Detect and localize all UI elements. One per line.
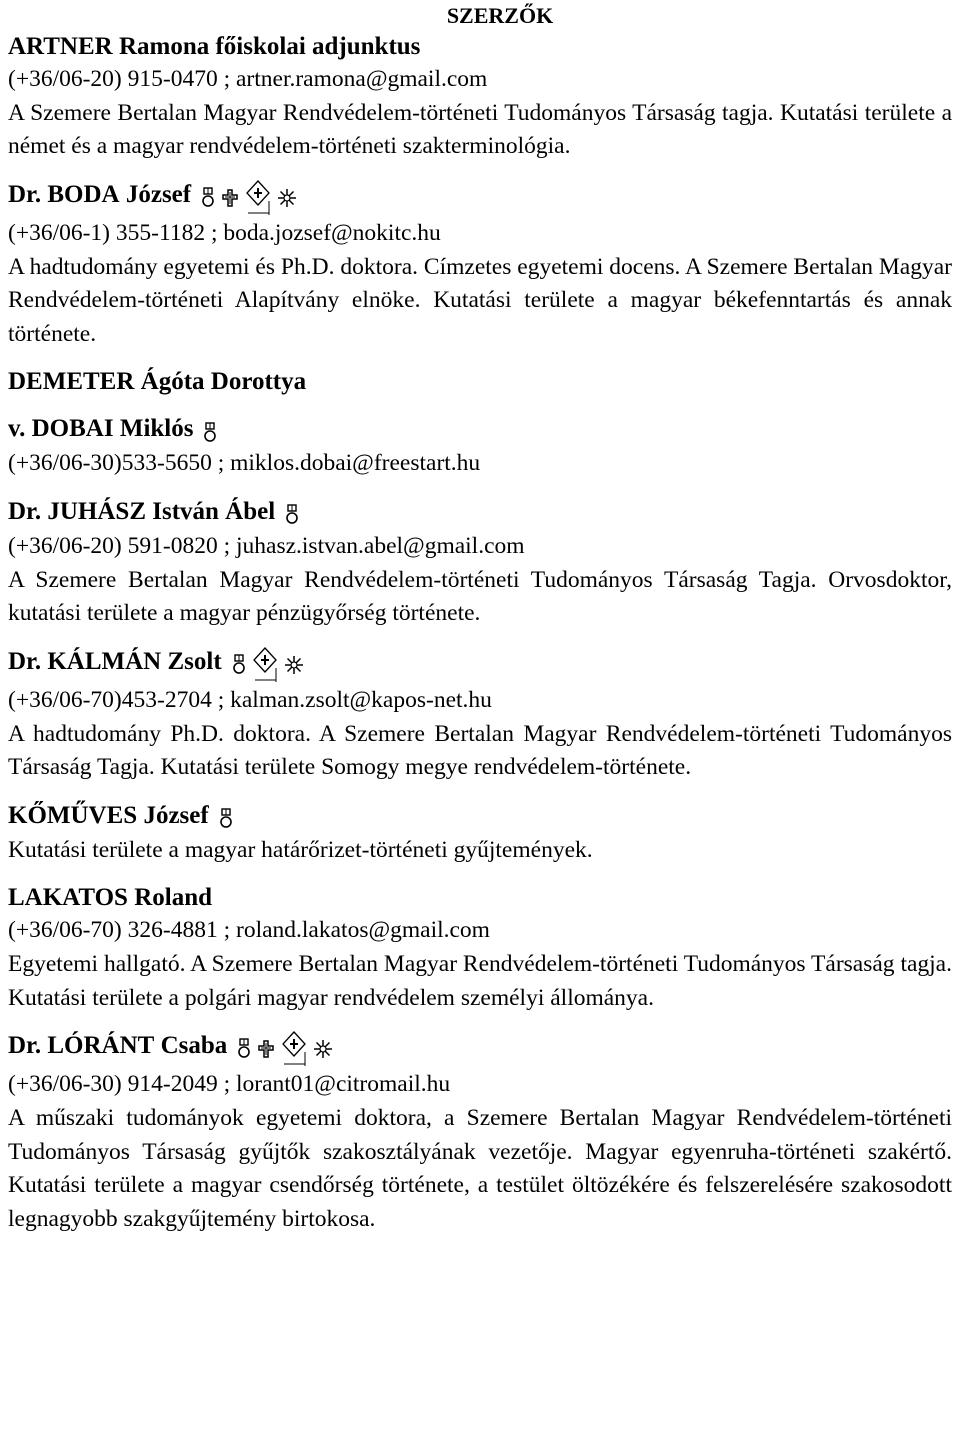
author-given-name: Ágóta Dorottya bbox=[140, 368, 307, 396]
author-entry bbox=[8, 799, 952, 868]
author-given-name: József bbox=[143, 801, 209, 829]
author-entry bbox=[8, 495, 952, 631]
medal-icon bbox=[232, 654, 246, 676]
author-given-name: István Ábel bbox=[152, 498, 276, 526]
author-surname: BODA bbox=[47, 180, 120, 208]
author-bio: A Szemere Bertalan Magyar Rendvédelem-történeti Tudományos Társaság Tagja. Orvosdoktor, kutatási területe a magyar pénzügyőrség története. bbox=[8, 566, 952, 627]
author-given-name: Ramona főiskolai adjunktus bbox=[118, 33, 421, 60]
author-name bbox=[8, 881, 952, 914]
author-bio: A műszaki tudományok egyetemi doktora, a Szemere Bertalan Magyar Rendvédelem-történeti Tudományos Társaság gyűjtők szakosztályának vezetője. Magyar egyenruha-történeti szakértő. Kutatási területe a magyar csendőrség története, a testület öltözékére és felszerelésére szakosodott legnagyobb szakgyűjtemény birtokosa. bbox=[8, 1105, 952, 1232]
author-contact: (+36/06-70)453-2704 ; kalman.zsolt@kapos-net.hu bbox=[8, 687, 492, 714]
author-bio: Egyetemi hallgató. A Szemere Bertalan Magyar Rendvédelem-történeti Tudományos Társaság tagja. Kutatási területe a polgári magyar rendvédelem személyi állománya. bbox=[8, 951, 952, 1011]
author-bio: Kutatási területe a magyar határőrizet-történeti gyűjtemények. bbox=[8, 836, 593, 863]
author-bio: A Szemere Bertalan Magyar Rendvédelem-történeti Tudományos Társaság tagja. Kutatási területe a német és a magyar rendvédelem-történeti szakterminológia. bbox=[8, 99, 952, 160]
author-contact: (+36/06-30)533-5650 ; miklos.dobai@freestart.hu bbox=[8, 450, 481, 477]
author-entry bbox=[8, 178, 952, 352]
author-name bbox=[8, 1029, 952, 1068]
medal-icon bbox=[201, 187, 215, 209]
cross-icon bbox=[257, 1039, 275, 1059]
medal-icon bbox=[285, 504, 299, 526]
medal-icon bbox=[219, 808, 233, 830]
author-contact: (+36/06-70) 326-4881 ; roland.lakatos@gmail.com bbox=[8, 917, 490, 944]
author-name bbox=[8, 645, 952, 684]
author-bio: A hadtudomány egyetemi és Ph.D. doktora. Címzetes egyetemi docens. A Szemere Bertalan Magyar Rendvédelem-történeti Alapítvány elnöke. Kutatási területe a magyar békefenntartás és annak története. bbox=[8, 253, 952, 347]
author-name bbox=[8, 799, 952, 834]
diamond-icon bbox=[281, 1030, 307, 1068]
author-surname: KÁLMÁN bbox=[47, 647, 162, 675]
author-contact: (+36/06-20) 591-0820 ; juhasz.istvan.abel@gmail.com bbox=[8, 533, 525, 560]
diamond-icon bbox=[245, 179, 271, 217]
diamond-icon bbox=[252, 646, 278, 684]
author-list bbox=[8, 30, 952, 1236]
author-prefix: Dr. bbox=[8, 647, 42, 675]
decoration-icons bbox=[201, 179, 303, 217]
author-given-name: József bbox=[125, 180, 192, 208]
decoration-icons bbox=[203, 414, 223, 447]
author-prefix: Dr. bbox=[8, 1032, 42, 1060]
decoration-icons bbox=[237, 1030, 339, 1068]
author-name bbox=[8, 495, 952, 530]
author-entry bbox=[8, 365, 952, 398]
author-surname: JUHÁSZ bbox=[47, 498, 146, 526]
author-name bbox=[8, 30, 952, 63]
author-contact: (+36/06-30) 914-2049 ; lorant01@citromail.hu bbox=[8, 1071, 451, 1098]
author-prefix: Dr. bbox=[8, 180, 42, 208]
page-title: SZERZŐK bbox=[446, 3, 554, 28]
author-given-name: Zsolt bbox=[167, 647, 222, 675]
author-surname: LAKATOS bbox=[8, 884, 128, 912]
author-name bbox=[8, 412, 952, 447]
author-given-name: Csaba bbox=[160, 1032, 228, 1060]
author-entry bbox=[8, 645, 952, 785]
author-surname: DEMETER bbox=[8, 368, 135, 396]
star-icon bbox=[313, 1039, 333, 1059]
author-prefix: Dr. bbox=[8, 498, 42, 526]
author-entry bbox=[8, 881, 952, 1015]
author-surname: KŐMŰVES bbox=[8, 801, 138, 829]
author-contact: (+36/06-20) 915-0470 ; artner.ramona@gmail.com bbox=[8, 66, 488, 92]
author-contact: (+36/06-1) 355-1182 ; boda.jozsef@nokitc.hu bbox=[8, 220, 441, 247]
author-prefix: v. bbox=[8, 415, 26, 443]
medal-icon bbox=[203, 422, 217, 444]
author-name bbox=[8, 365, 952, 398]
author-entry bbox=[8, 1029, 952, 1236]
author-surname: DOBAI bbox=[31, 415, 114, 443]
author-given-name: Miklós bbox=[119, 415, 194, 443]
cross-icon bbox=[221, 188, 239, 208]
decoration-icons bbox=[285, 497, 305, 530]
medal-icon bbox=[237, 1038, 251, 1060]
decoration-icons bbox=[232, 646, 310, 684]
author-bio: A hadtudomány Ph.D. doktora. A Szemere Bertalan Magyar Rendvédelem-történeti Tudományos Társaság Tagja. Kutatási területe Somogy megye rendvédelem-története. bbox=[8, 720, 952, 781]
author-surname: LÓRÁNT bbox=[47, 1032, 155, 1060]
star-icon bbox=[284, 655, 304, 675]
author-entry bbox=[8, 412, 952, 481]
star-icon bbox=[277, 188, 297, 208]
document-page bbox=[8, 0, 952, 1236]
author-name bbox=[8, 178, 952, 217]
author-surname: ARTNER bbox=[8, 33, 113, 60]
decoration-icons bbox=[219, 801, 239, 834]
author-given-name: Roland bbox=[134, 884, 213, 912]
author-entry bbox=[8, 30, 952, 164]
